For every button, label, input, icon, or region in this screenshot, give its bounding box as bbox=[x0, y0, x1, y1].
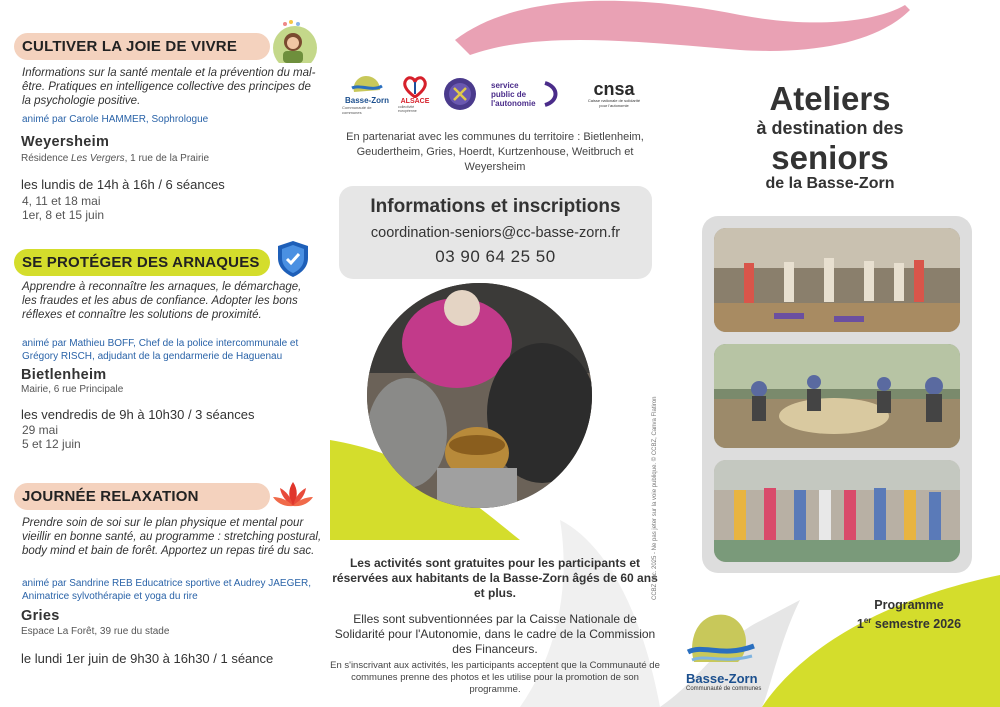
title-destination: à destination des bbox=[756, 118, 904, 138]
photo-stretching-class bbox=[714, 228, 960, 332]
photo-consent-text: En s'inscrivant aux activités, les participants acceptent que la Communauté de communes prenne des photos et les utilise pour la promotion de son programme. bbox=[330, 660, 660, 695]
date-line: 1er, 8 et 15 juin bbox=[22, 208, 105, 222]
date-line: 4, 11 et 18 mai bbox=[22, 194, 101, 208]
program-title: Programme bbox=[874, 598, 944, 612]
section-address: Espace La Forêt, 39 rue du stade bbox=[21, 626, 170, 637]
logo-bassezorn-small bbox=[342, 72, 392, 116]
subsidy-text: Elles sont subventionnées par la Caisse Nationale de Solidarité pour l'Autonomie, dans le cadre de la Commission des Financeurs. bbox=[334, 612, 656, 656]
logo-cnsa-label: cnsa bbox=[593, 79, 635, 99]
photo-seated-group bbox=[714, 344, 960, 448]
logo-departement-seal bbox=[440, 72, 480, 116]
title-basse-zorn: de la Basse-Zorn bbox=[765, 175, 895, 192]
section-description: Informations sur la santé mentale et la prévention du mal-être. Pratiques en intelligence collective des principes de la psychologie positive. bbox=[22, 67, 316, 107]
credits-vertical: CCBZ déc. 2025 - Ne pas jeter sur la voie publique. © CCBZ, Canva Flatiron bbox=[652, 396, 658, 600]
section-title-joie: CULTIVER LA JOIE DE VIVRE bbox=[14, 33, 270, 60]
shield-check-icon bbox=[276, 240, 310, 278]
woman-watering-head-icon bbox=[265, 18, 320, 63]
section-facilitator: animé par Mathieu BOFF, Chef de la police intercommunale et Grégory RISCH, adjudant de la gendarmerie de Haguenau bbox=[22, 338, 299, 362]
logo-alsace bbox=[398, 72, 432, 116]
logo-bassezorn-label: Basse-Zorn bbox=[344, 95, 389, 105]
section-facilitator: animé par Carole HAMMER, Sophrologue bbox=[22, 114, 209, 125]
logo-service-public bbox=[488, 72, 564, 116]
section-city: Bietlenheim bbox=[21, 367, 107, 383]
photo-gallery bbox=[702, 216, 972, 573]
section-schedule: le lundi 1er juin de 9h30 à 16h30 / 1 séance bbox=[21, 651, 274, 666]
service-public-arc-icon bbox=[543, 81, 561, 107]
section-facilitator: animé par Sandrine REB Educatrice sportive et Audrey JAEGER, Animatrice sylvothérapie et yoga du rire bbox=[22, 578, 312, 602]
date-line: 5 et 12 juin bbox=[22, 437, 81, 451]
section-description: Prendre soin de soi sur le plan physique et mental pour vieillir en bonne santé, au programme : stretching postural, body mind et bain de forêt. Apportez un repas tiré du sac. bbox=[22, 517, 322, 557]
logo-alsace-label: ALSACE bbox=[400, 97, 430, 105]
footer-logo-sub: Communauté de communes bbox=[686, 686, 762, 692]
partners-text: En partenariat avec les communes du territoire : Bietlenheim, Geudertheim, Gries, Hoerdt, Kurtzenhouse, Weitbruch et Weyersheim bbox=[346, 131, 644, 173]
lotus-icon bbox=[272, 480, 314, 510]
logo-service-public-label: service public de l'autonomie bbox=[491, 80, 536, 108]
logo-cnsa bbox=[578, 72, 650, 116]
info-phone-link[interactable]: 03 90 64 25 50 bbox=[435, 247, 556, 266]
logo-alsace-sublabel: collectivité européenne bbox=[398, 104, 417, 113]
title-ateliers: Ateliers bbox=[769, 80, 891, 117]
alsace-heart-icon bbox=[403, 76, 427, 98]
section-schedule: les vendredis de 9h à 10h30 / 3 séances bbox=[21, 407, 255, 422]
section-description: Apprendre à reconnaître les arnaques, le démarchage, les fraudes et les abus de confiance. Adopter les bons réflexes et connaître les solutions de proximité. bbox=[22, 281, 302, 321]
free-activities-text: Les activités sont gratuites pour les participants et réservées aux habitants de la Basse-Zorn âgés de 60 ans et plus. bbox=[332, 556, 658, 600]
info-box bbox=[339, 186, 652, 279]
info-title: Informations et inscriptions bbox=[370, 196, 621, 217]
section-city: Gries bbox=[21, 608, 60, 624]
photo-standing-exercise bbox=[714, 460, 960, 562]
info-email-link[interactable]: coordination-seniors@cc-basse-zorn.fr bbox=[370, 225, 621, 241]
center-photo-sound-bowl bbox=[367, 283, 592, 508]
title-seniors: seniors bbox=[771, 139, 889, 176]
bassezorn-map-icon bbox=[686, 612, 756, 667]
section-address: Résidence Les Vergers, 1 rue de la Prairie bbox=[21, 153, 210, 164]
logo-cnsa-sublabel: Caisse nationale de solidarité pour l'autonomie bbox=[587, 98, 641, 108]
section-title-arnaques: SE PROTÉGER DES ARNAQUES bbox=[14, 249, 270, 276]
date-line: 29 mai bbox=[22, 423, 59, 437]
section-dates bbox=[22, 423, 81, 451]
program-label bbox=[848, 598, 970, 632]
section-schedule: les lundis de 14h à 16h / 6 séances bbox=[21, 177, 225, 192]
lime-wave-shape bbox=[762, 575, 1000, 707]
footer-logo-bassezorn bbox=[686, 612, 766, 692]
logo-bassezorn-sublabel: Communauté de communes bbox=[342, 104, 372, 115]
section-dates bbox=[22, 194, 104, 222]
section-address: Mairie, 6 rue Principale bbox=[21, 384, 124, 395]
footer-logo-name: Basse-Zorn bbox=[686, 671, 758, 686]
program-semester: 1er semestre 2026 bbox=[856, 616, 962, 632]
section-title-relaxation: JOURNÉE RELAXATION bbox=[14, 483, 270, 510]
pink-wave-shape bbox=[455, 1, 910, 55]
section-city: Weyersheim bbox=[21, 134, 110, 150]
bassezorn-map-icon bbox=[350, 74, 384, 96]
